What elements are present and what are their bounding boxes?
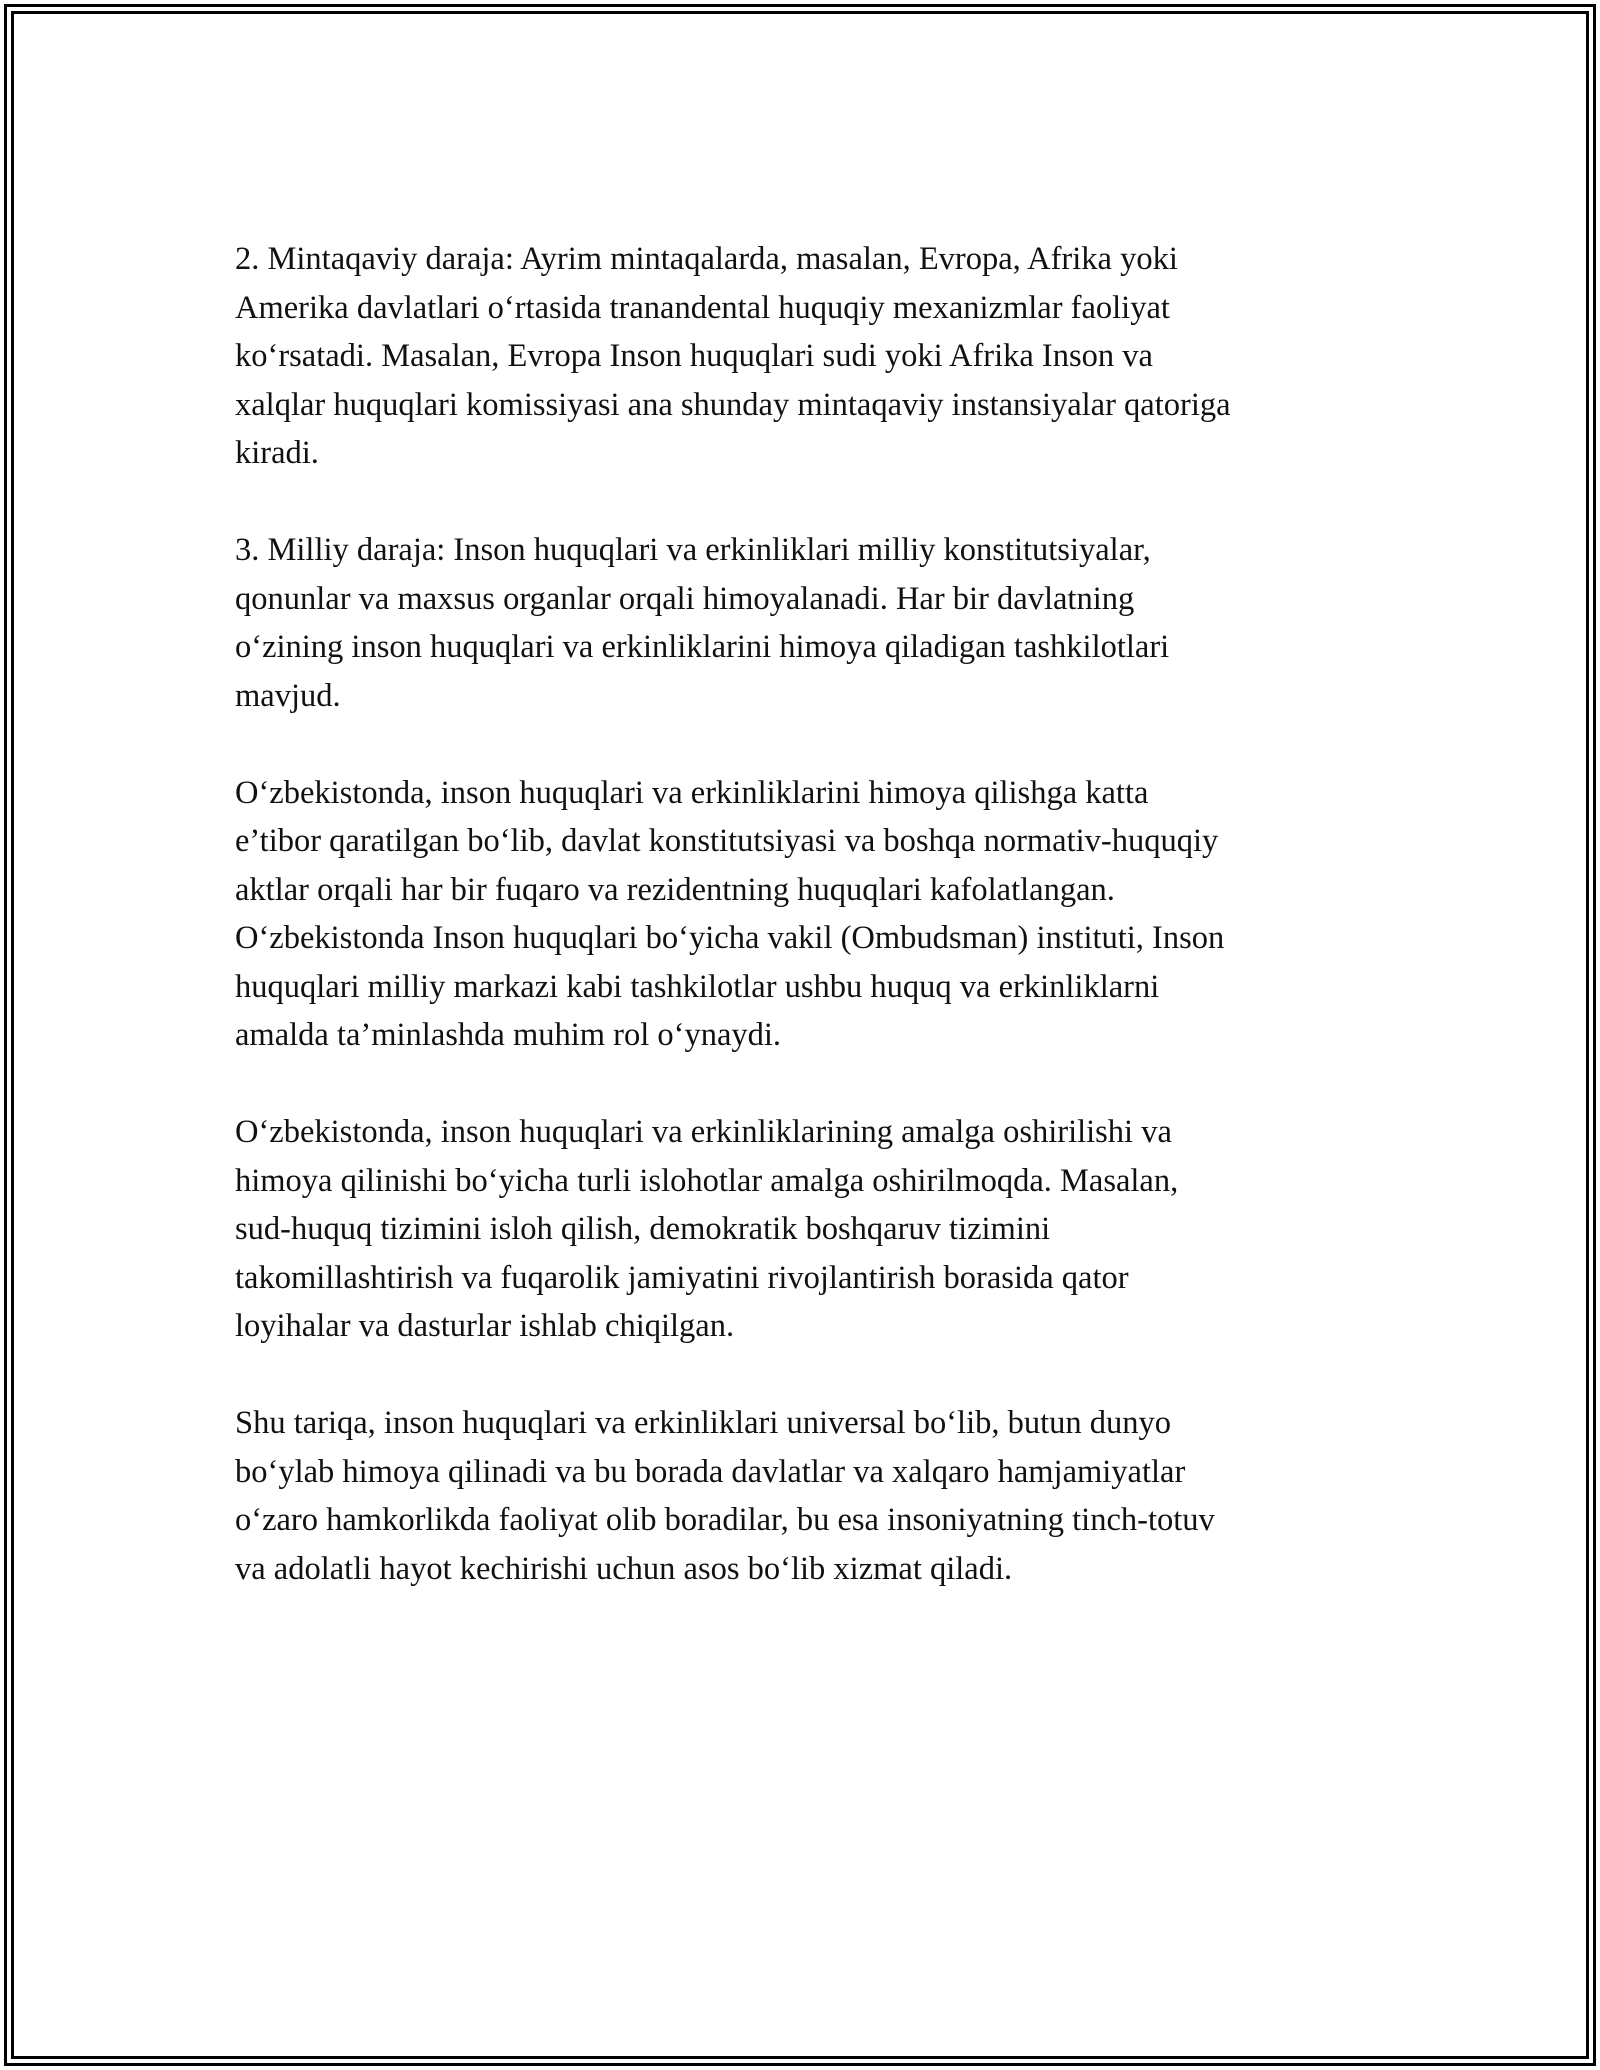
text-line: 3. Milliy daraja: Inson huquqlari va erkinliklari milliy konstitutsiyalar, [235,532,1151,568]
text-line: kiradi. [235,435,319,471]
text-line: aktlar orqali har bir fuqaro va rezidentning huquqlari kafolatlangan. [235,871,1115,908]
paragraph-uzbekistan-reforms [235,1108,1365,1351]
text-line: huquqlari milliy markazi kabi tashkilotlar ushbu huquq va erkinliklarni [235,968,1160,1005]
text-line: va adolatli hayot kechirishi uchun asos boʻlib xizmat qiladi. [235,1550,1013,1587]
text-line: boʻylab himoya qilinadi va bu borada davlatlar va xalqaro hamjamiyatlar [235,1453,1186,1490]
text-line: mavjud. [235,677,341,714]
text-line: qonunlar va maxsus organlar orqali himoyalanadi. Har bir davlatning [235,580,1135,617]
text-line: takomillashtirish va fuqarolik jamiyatini rivojlantirish borasida qator [235,1259,1129,1296]
text-line: sud-huquq tizimini isloh qilish, demokratik boshqaruv tizimini [235,1211,1051,1247]
text-line: oʻzaro hamkorlikda faoliyat olib boradilar, bu esa insoniyatning tinch-totuv [235,1502,1215,1538]
text-line: Oʻzbekistonda Inson huquqlari boʻyicha vakil (Ombudsman) instituti, Inson [235,920,1225,956]
text-line: amalda ta’minlashda muhim rol oʻynaydi. [235,1017,782,1053]
text-line: e’tibor qaratilgan boʻlib, davlat konstitutsiyasi va boshqa normativ-huquqiy [235,823,1219,859]
text-line: Amerika davlatlari oʻrtasida tranandental huquqiy mexanizmlar faoliyat [235,289,1170,326]
text-line: xalqlar huquqlari komissiyasi ana shunday mintaqaviy instansiyalar qatoriga [235,386,1231,423]
paragraph-regional-level [235,235,1365,478]
document-body [235,235,1365,1642]
paragraph-national-level [235,526,1365,720]
text-line: 2. Mintaqaviy daraja: Ayrim mintaqalarda, masalan, Evropa, Afrika yoki [235,241,1178,277]
text-line: Shu tariqa, inson huquqlari va erkinliklari universal boʻlib, butun dunyo [235,1405,1172,1441]
text-line: Oʻzbekistonda, inson huquqlari va erkinliklarining amalga oshirilishi va [235,1114,1172,1150]
text-line: Oʻzbekistonda, inson huquqlari va erkinliklarini himoya qilishga katta [235,774,1149,811]
text-line: himoya qilinishi boʻyicha turli islohotlar amalga oshirilmoqda. Masalan, [235,1162,1179,1199]
paragraph-uzbekistan-protection [235,769,1365,1060]
text-line: oʻzining inson huquqlari va erkinliklarini himoya qiladigan tashkilotlari [235,629,1170,665]
text-line: loyihalar va dasturlar ishlab chiqilgan. [235,1308,735,1344]
paragraph-conclusion [235,1399,1365,1593]
text-line: koʻrsatadi. Masalan, Evropa Inson huquqlari sudi yoki Afrika Inson va [235,338,1153,374]
